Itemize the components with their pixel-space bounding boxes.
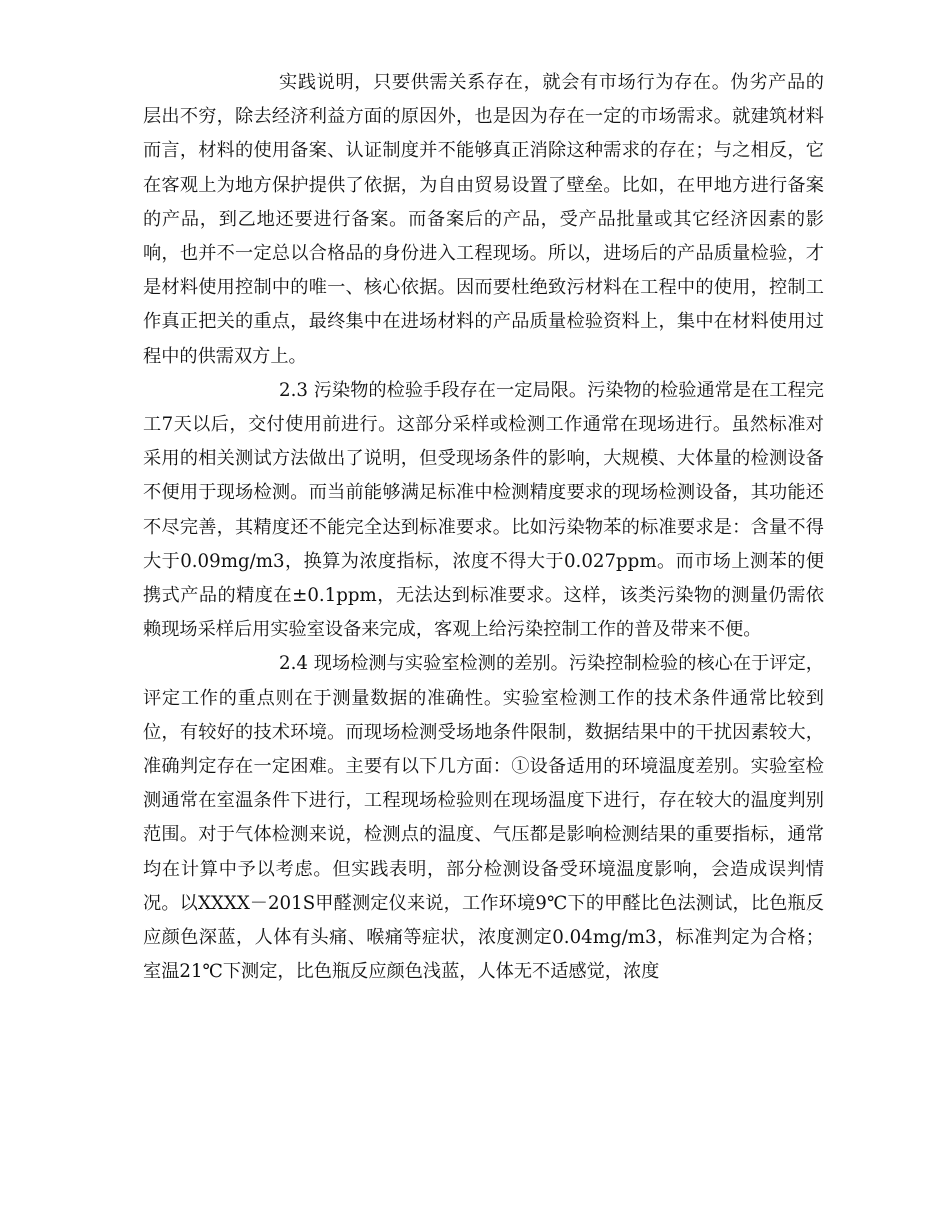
paragraph-market-behavior: 实践说明，只要供需关系存在，就会有市场行为存在。伪劣产品的层出不穷，除去经济利益方面的原因外，也是因为存在一定的市场需求。就建筑材料而言，材料的使用备案、认证制度并不能够真正消除这种需求的存在；与之相反，它在客观上为地方保护提供了依据，为自由贸易设置了壁垒。比如，在甲地方进行备案的产品，到乙地还要进行备案。而备案后的产品，受产品批量或其它经济因素的影响，也并不一定总以合格品的身份进入工程现场。所以，进场后的产品质量检验，才是材料使用控制中的唯一、核心依据。因而要杜绝致污材料在工程中的使用，控制工作真正把关的重点，最终集中在进场材料的产品质量检验资料上，集中在材料使用过程中的供需双方上。	[143, 72, 824, 367]
paragraph-2-4-field-vs-lab: 2.4 现场检测与实验室检测的差别。污染控制检验的核心在于评定，评定工作的重点则在于测量数据的准确性。实验室检测工作的技术条件通常比较到位，有较好的技术环境。而现场检测受场地条件限制，数据结果中的干扰因素较大，准确判定存在一定困难。主要有以下几方面：①设备适用的环境温度差别。实验室检测通常在室温条件下进行，工程现场检验则在现场温度下进行，存在较大的温度判别范围。对于气体检测来说，检测点的温度、气压都是影响检测结果的重要指标，通常均在计算中予以考虑。但实践表明，部分检测设备受环境温度影响，会造成误判情况。以XXXX－201S甲醛测定仪来说，工作环境9℃下的甲醛比色法测试，比色瓶反应颜色深蓝，人体有头痛、喉痛等症状，浓度测定0.04mg/m3，标准判定为合格；室温21℃下测定，比色瓶反应颜色浅蓝，人体无不适感觉，浓度	[143, 653, 824, 983]
paragraph-2-3-detection-limits: 2.3 污染物的检验手段存在一定局限。污染物的检验通常是在工程完工7天以后，交付使用前进行。这部分采样或检测工作通常在现场进行。虽然标准对采用的相关测试方法做出了说明，但受现场条件的影响，大规模、大体量的检测设备不便用于现场检测。而当前能够满足标准中检测精度要求的现场检测设备，其功能还不尽完善，其精度还不能完全达到标准要求。比如污染物苯的标准要求是：含量不得大于0.09mg/m3，换算为浓度指标，浓度不得大于0.027ppm。而市场上测苯的便携式产品的精度在±0.1ppm，无法达到标准要求。这样，该类污染物的测量仍需依赖现场采样后用实验室设备来完成，客观上给污染控制工作的普及带来不便。	[143, 379, 824, 641]
document-page	[143, 66, 824, 989]
